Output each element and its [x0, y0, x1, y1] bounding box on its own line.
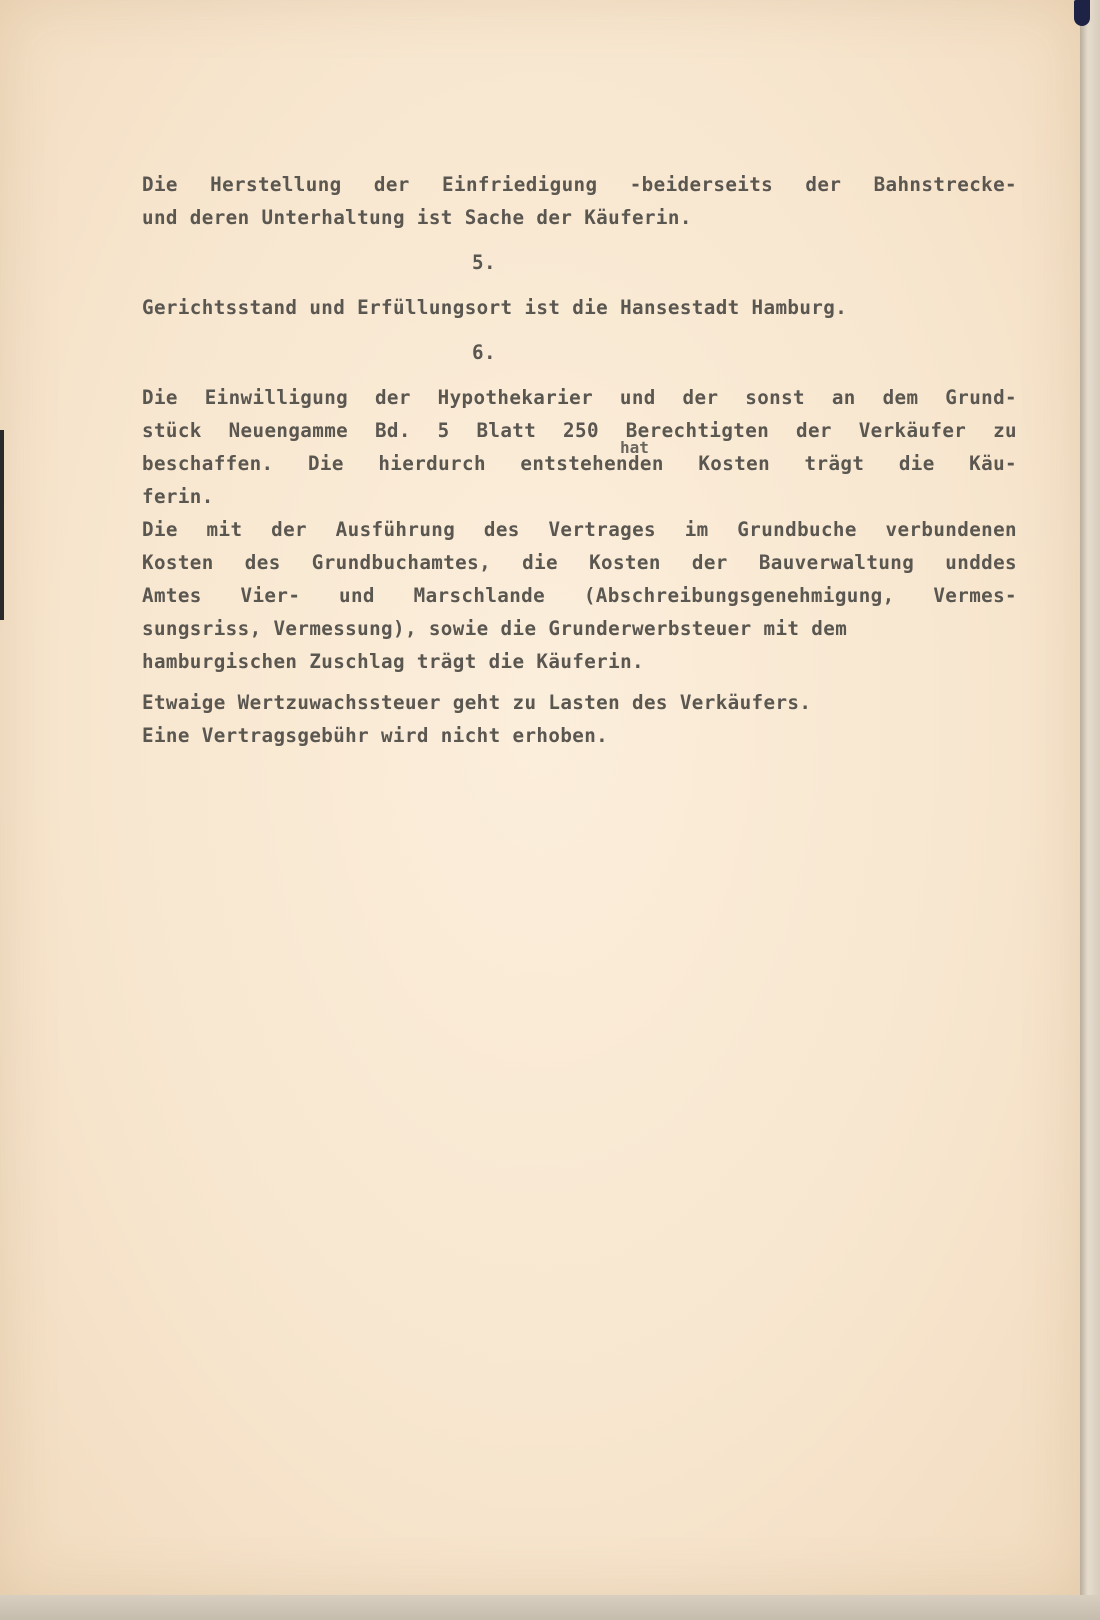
- section-number-5: 5.: [472, 251, 496, 274]
- text-line: stück Neuengamme Bd. 5 Blatt 250 Berechtigten der Verkäufer zu: [142, 419, 1017, 442]
- underlying-page-edge: [1080, 0, 1100, 1620]
- scan-bottom-edge: [0, 1595, 1100, 1620]
- text-line: Eine Vertragsgebühr wird nicht erhoben.: [142, 724, 609, 747]
- binding-edge-mark: [0, 430, 4, 620]
- text-line: und deren Unterhaltung ist Sache der Käuferin.: [142, 206, 692, 229]
- text-line: Die Einwilligung der Hypothekarier und der sonst an dem Grund-: [142, 386, 1017, 409]
- text-line: hamburgischen Zuschlag trägt die Käuferin.: [142, 650, 644, 673]
- text-line: Etwaige Wertzuwachssteuer geht zu Lasten des Verkäufers.: [142, 691, 812, 714]
- text-line: Die Herstellung der Einfriedigung -beiderseits der Bahnstrecke-: [142, 173, 1017, 196]
- text-line: Gerichtsstand und Erfüllungsort ist die Hansestadt Hamburg.: [142, 296, 848, 319]
- typed-insertion: hat: [620, 438, 649, 457]
- typed-contract-text: [142, 168, 1017, 752]
- text-line: sungsriss, Vermessung), sowie die Grunderwerbsteuer mit dem: [142, 617, 848, 640]
- paragraph-gap: [142, 678, 1017, 686]
- text-line: Kosten des Grundbuchamtes, die Kosten der Bauverwaltung unddes: [142, 551, 1017, 574]
- text-line: ferin.: [142, 485, 214, 508]
- text-line: beschaffen. Die hierdurch entstehenden Kosten trägt die Käu-: [142, 452, 1017, 475]
- corner-ink-mark: [1074, 0, 1090, 26]
- text-line: Amtes Vier- und Marschlande (Abschreibungsgenehmigung, Vermes-: [142, 584, 1017, 607]
- section-number-6: 6.: [472, 341, 496, 364]
- text-line: Die mit der Ausführung des Vertrages im Grundbuche verbundenen: [142, 518, 1017, 541]
